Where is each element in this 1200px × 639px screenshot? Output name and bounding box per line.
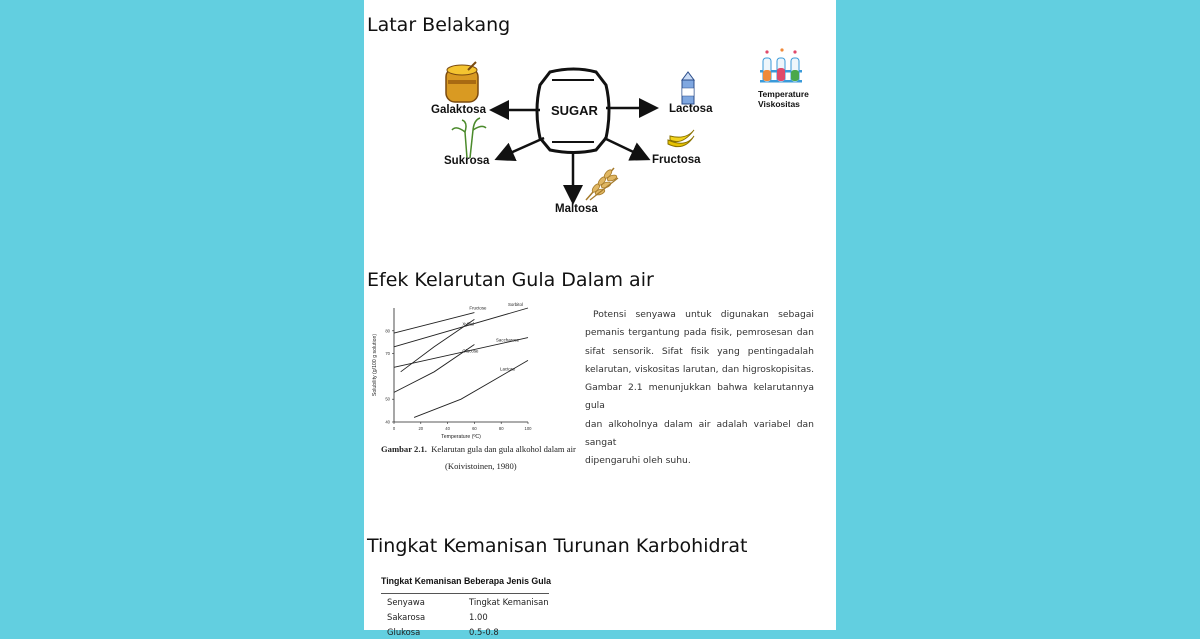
x-tick-label: 100 [524, 426, 532, 431]
x-tick-label: 20 [418, 426, 424, 431]
y-axis-label: Solubility (g/100 g solution) [372, 333, 378, 397]
y-tick-label: 40 [385, 419, 390, 425]
temperature-label: Temperature [758, 89, 809, 99]
body-paragraph [585, 306, 814, 471]
series-label-lactose: Lactose [500, 366, 516, 372]
y-tick-label: 80 [385, 328, 390, 334]
series-label-glucose: Glucose [462, 348, 479, 354]
test-tubes-icon [760, 48, 802, 82]
table-row [381, 624, 549, 639]
maltosa-label: Maltosa [555, 203, 598, 215]
wheat-icon [586, 168, 618, 200]
viskositas-label: Viskositas [758, 99, 800, 109]
table-cell: Glukosa [387, 626, 421, 637]
y-tick-label: 70 [385, 351, 390, 357]
series-label-saccharose: Saccharose [496, 337, 520, 343]
arrow-sukrosa [499, 138, 544, 158]
table-title: Tingkat Kemanisan Beberapa Jenis Gula [381, 576, 551, 586]
solubility-chart [368, 300, 543, 445]
section-title-latar-belakang: Latar Belakang [367, 14, 511, 36]
honey-pot-icon [446, 62, 478, 102]
sugar-diagram [364, 40, 836, 270]
caption-label: Gambar 2.1. [381, 444, 427, 454]
table-header-row [381, 594, 549, 609]
series-label-sorbitol: Sorbitol [508, 302, 523, 307]
lactosa-label: Lactosa [669, 103, 713, 115]
x-tick-label: 80 [498, 426, 504, 431]
banana-icon [668, 130, 694, 147]
caption-text: Kelarutan gula dan gula alkohol dalam air [431, 444, 576, 454]
sugar-label: SUGAR [551, 103, 598, 118]
table-cell: 1.00 [469, 611, 488, 622]
milk-carton-icon [682, 72, 694, 104]
table-cell: 0.5-0.8 [469, 626, 499, 637]
sugarcane-icon [452, 118, 486, 158]
document-page [364, 0, 836, 637]
sweetness-table [381, 593, 549, 639]
x-tick-label: 0 [392, 426, 396, 431]
section-title-efek-kelarutan: Efek Kelarutan Gula Dalam air [367, 269, 654, 291]
paragraph-line: dipengaruhi oleh suhu. [585, 455, 691, 467]
figure-caption [381, 444, 611, 471]
header-cell: Senyawa [387, 596, 425, 607]
caption-source: (Koivistoinen, 1980) [445, 461, 517, 471]
paragraph-line: sifat sensorik. Sifat fisik yang pentingadalah [585, 345, 814, 357]
series-label-fructose: Fructose [469, 305, 487, 311]
series-label-xylitol: Xylitol [462, 321, 475, 327]
paragraph-line: kelarutan, viskositas larutan, dan higroskopisitas. [585, 363, 814, 375]
x-tick-label: 40 [445, 426, 450, 431]
series-line-xylitol [401, 319, 475, 371]
header-cell: Tingkat Kemanisan [469, 596, 549, 607]
x-axis-label: Temperature (ºC) [441, 434, 481, 440]
x-tick-label: 60 [472, 426, 477, 431]
paragraph-line: Potensi senyawa untuk digunakan sebagai [593, 309, 814, 320]
section-title-tingkat-kemanisan: Tingkat Kemanisan Turunan Karbohidrat [367, 535, 748, 557]
paragraph-line: dan alkoholnya dalam air adalah variabel dan sangat [585, 418, 814, 449]
fructosa-label: Fructosa [652, 154, 701, 166]
y-tick-label: 50 [385, 396, 390, 402]
sukrosa-label: Sukrosa [444, 155, 490, 167]
paragraph-line: pemanis tergantung pada fisik, pemrosesan dan [585, 327, 814, 339]
arrow-fructosa [604, 138, 646, 158]
table-cell: Sakarosa [387, 611, 426, 622]
galaktosa-label: Galaktosa [431, 104, 486, 116]
table-row [381, 609, 549, 624]
paragraph-line: Gambar 2.1 menunjukkan bahwa kelarutannya gula [585, 382, 814, 412]
